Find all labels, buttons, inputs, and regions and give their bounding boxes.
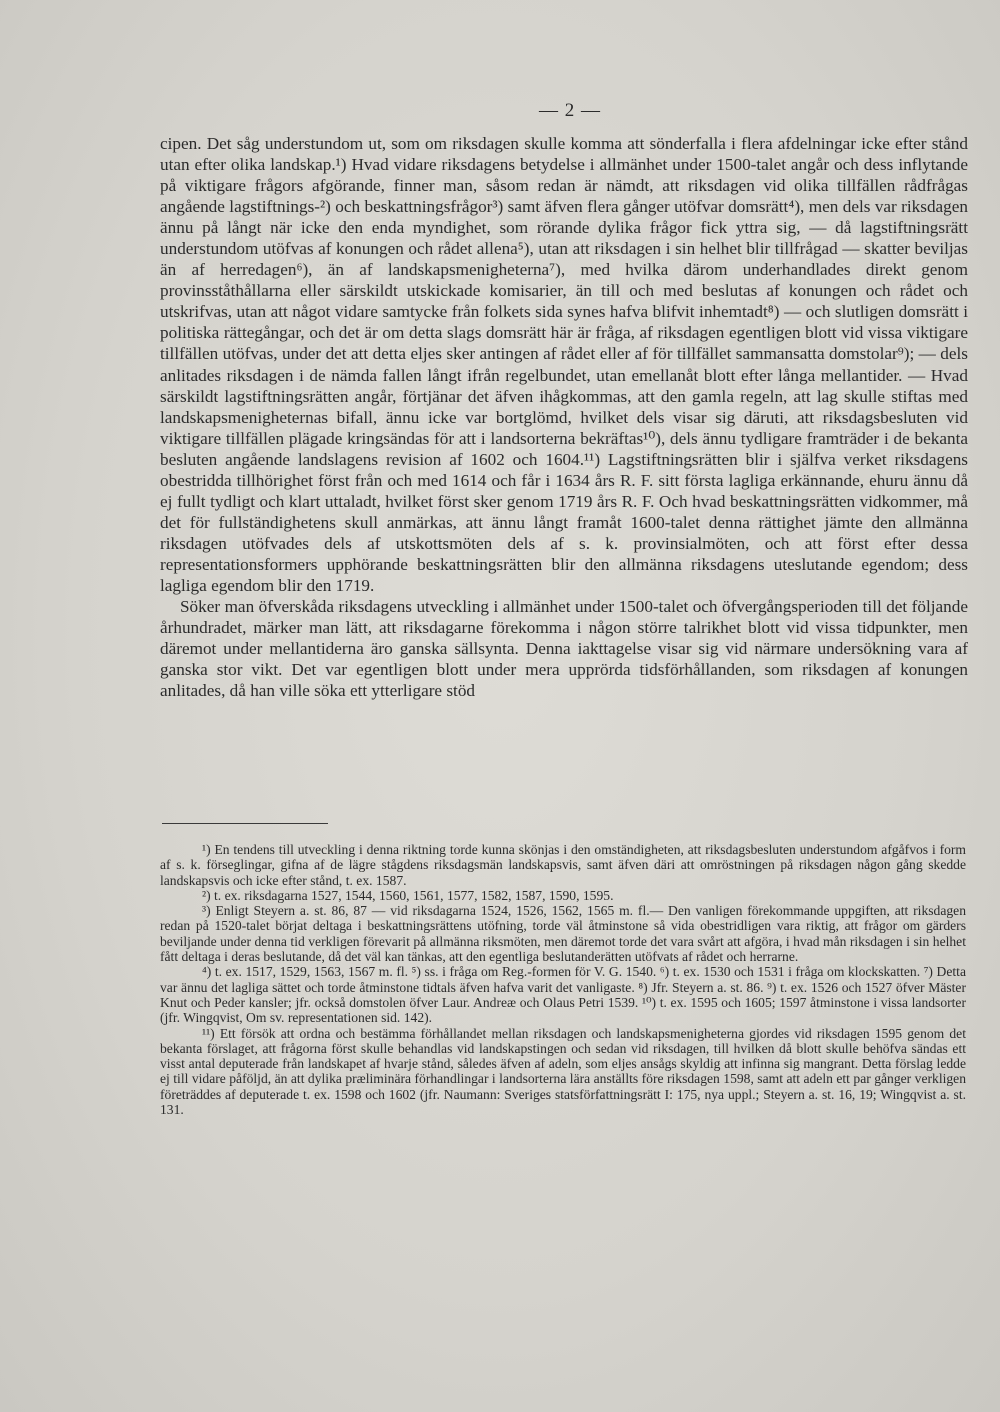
footnote: ²) t. ex. riksdagarna 1527, 1544, 1560, 1561, 1577, 1582, 1587, 1590, 1595. — [202, 887, 614, 903]
footnote: ³) Enligt Steyern a. st. 86, 87 — vid riksdagarna 1524, 1526, 1562, 1565 m. fl.— Den vanligen förekommande uppgiften, att riksdagen redan på 1520-talet börjat deltaga i beskattningsrättens utöfning, torde väl åtminstone så vida obestridligen vara riktig, att frågor om gärders beviljande under denna tid verkligen förevarit på allmänna riksmöten, men däremot torde det vara svårt att afgöra, i hvad mån riksdagen i sin helhet fått deltaga i deras beslutande, då det väl kan tänkas, att den egentliga beslutanderätten utöfvats af rådet och herrarne. — [160, 903, 966, 965]
paragraph: Söker man öfverskåda riksdagens utveckling i allmänhet under 1500-talet och öfvergångsperioden till det följande århundradet, märker man lätt, att riksdagarne förekomma i någon större talrikhet blott vid vissa tidpunkter, men däremot under mellantiderna äro ganska sällsynta. Denna iakttagelse visar sig vid närmare undersökning vara af ganska stor vikt. Det var egentligen blott under mera upprörda tidsförhållanden, som riksdagen af konungen anlitades, då han ville söka ett ytterligare stöd — [160, 597, 968, 701]
page-number: — 2 — — [539, 100, 601, 121]
paragraph: cipen. Det såg understundom ut, som om riksdagen skulle komma att sönderfalla i flera afdelningar icke efter stånd utan efter olika landskap.¹) Hvad vidare riksdagens betydelse i allmänhet under 1500-talet angår och dess inflytande på viktigare frågors afgörande, finner man, såsom redan är nämdt, att riksdagen vid olika tillfällen rådfrågas angående lagstiftnings-²) och beskattningsfrågor³) samt äfven flera gånger utöfvar domsrätt⁴), men dels var riksdagen ännu på långt när icke den enda myndighet, som rörande dylika frågor fick yttra sig, — då lagstiftningsrätt understundom utöfvas af konungen och rådet allena⁵), utan att riksdagen i sin helhet blir tillfrågad — skatter beviljas än af herredagen⁶), än af landskapsmenigheterna⁷), med hvilka därom underhandlades direkt genom provinsståthållarna eller särskildt utskickade komisarier, än till och med beslutas af konungen och rådet och utskrifvas, utan att något vidare samtycke från folkets sida synes hafva blifvit inhemtadt⁸) — och slutligen domsrätt i politiska rättegångar, och det är om detta slags domsrätt här är fråga, af riksdagen egentligen blott vid vissa viktigare tillfällen utöfvas, under det att detta eljes sker antingen af rådet eller af för tillfället sammansatta domstolar⁹); — dels anlitades riksdagen i de nämda fallen långt ifrån regelbundet, utan emellanåt blott efter långa mellantider. — Hvad särskildt lagstiftningsrätten angår, förtjänar det äfven ihågkommas, att den gamla regeln, att lag skulle stiftas med landskapsmenigheternas bifall, ännu icke var bortglömd, hvilket dels visar sig däruti, att riksdagsbesluten vid viktigare tillfällen plägade kringsändas för att i landsorterna bekräftas¹⁰), dels ännu tydligare framträder i de bekanta besluten angående landslagens revision af 1602 och 1604.¹¹) Lagstiftningsrätten blir i själfva verket riksdagens obestridda tillhörighet först från och med 1614 och får i 1634 års R. F. sitt första lagliga erkännande, ehuru ännu då ej fullt tydligt och klart uttaladt, hvilket först sker genom 1719 års R. F. Och hvad beskattningsrätten vidkommer, må det för fullständighetens skull anmärkas, att ännu långt framåt 1600-talet denna rättighet jämte den allmänna riksdagen utöfvades dels af utskottsmöten dels af s. k. provinsialmöten, och att först efter dessa representationsformers upphörande beskattningsrätten blir den allmänna riksdagens uteslutande egendom; dess lagliga egendom blir den 1719. — [160, 134, 968, 595]
footnote: ⁴) t. ex. 1517, 1529, 1563, 1567 m. fl. ⁵) ss. i fråga om Reg.-formen för V. G. 1540. ⁶) t. ex. 1530 och 1531 i fråga om klockskatten. ⁷) Detta var ännu det lagliga sättet och torde åtminstone tidtals äfven hafva varit det vanligaste. ⁸) Jfr. Steyern a. st. 86. ⁹) t. ex. 1526 och 1527 öfver Mäster Knut och Peder kansler; jfr. också domstolen öfver Laur. Andreæ och Olaus Petri 1539. ¹⁰) t. ex. 1595 och 1605; 1597 åtminstone i vissa landsorter (jfr. Wingqvist, Om sv. representationen sid. 142). — [160, 964, 966, 1026]
footnote-divider — [162, 823, 328, 824]
footnotes — [160, 842, 966, 1117]
footnote: ¹) En tendens till utveckling i denna riktning torde kunna skönjas i den omständigheten, att riksdagsbesluten understundom afgåfvos i form af s. k. förseglingar, gifna af de lägre stågdens riksdagsmän landskapsvis, samt äfven däri att omröstningen på riksdagen någon gång skedde landskapsvis och icke efter stånd, t. ex. 1587. — [160, 842, 966, 888]
footnote: ¹¹) Ett försök att ordna och bestämma förhållandet mellan riksdagen och landskapsmenigheterna gjordes vid riksdagen 1595 genom det bekanta förslaget, att frågorna först skulle behandlas vid landskapstingen och sedan vid riksdagen, till hvilken då blott skulle behöfva sändas ett visst antal deputerade från landskapet af hvarje stånd, således äfven af adeln, som eljes ansågs skyldig att infinna sig mangrant. Detta förslag ledde ej till vidare påföljd, än att dylika præliminära förhandlingar i landsorterna lära anställts före riksdagen 1598, samt att adeln ett par gånger verkligen företräddes af deputerade t. ex. 1598 och 1602 (jfr. Naumann: Sveriges statsförfattningsrätt I: 175, nya uppl.; Steyern a. st. 16, 19; Wingqvist a. st. 131. — [160, 1025, 966, 1118]
main-text — [160, 133, 968, 701]
